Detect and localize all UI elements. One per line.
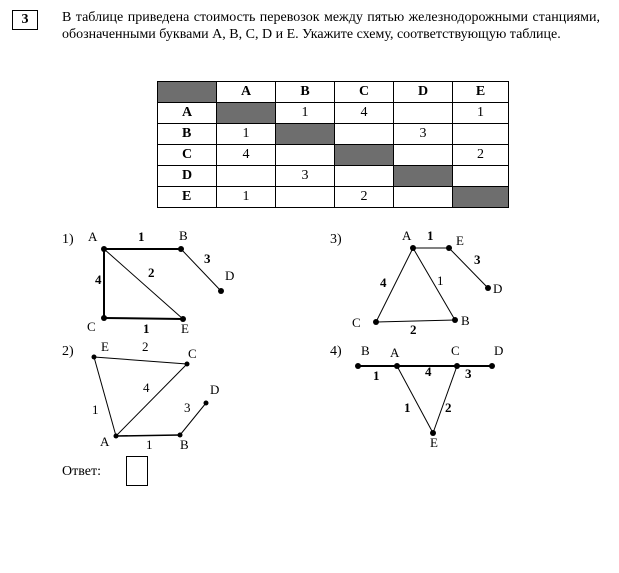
- table-cell: 3: [394, 124, 453, 145]
- vertex-label: B: [180, 437, 189, 452]
- vertex: [489, 363, 495, 369]
- task-number: 3: [12, 10, 38, 30]
- row-header: C: [158, 145, 217, 166]
- vertex-label: C: [352, 315, 361, 330]
- edge: [449, 248, 488, 288]
- option-1-label: 1): [62, 232, 74, 247]
- edge-weight: 3: [474, 252, 481, 267]
- vertex-label: C: [188, 346, 197, 361]
- edge-weight: 4: [95, 272, 102, 287]
- edge-weight: 1: [146, 437, 153, 452]
- option-4-graph: [355, 343, 503, 450]
- answer-label: Ответ:: [62, 464, 101, 479]
- edge-weight: 2: [445, 400, 452, 415]
- vertex: [185, 362, 190, 367]
- row-header: B: [158, 124, 217, 145]
- edge: [413, 248, 455, 320]
- column-header: A: [217, 82, 276, 103]
- column-header: B: [276, 82, 335, 103]
- column-header: C: [335, 82, 394, 103]
- vertex: [92, 355, 97, 360]
- vertex: [218, 288, 224, 294]
- vertex-label: D: [210, 382, 220, 397]
- vertex-label: E: [456, 233, 464, 248]
- edge-weight: 4: [380, 275, 387, 290]
- vertex-label: A: [402, 228, 412, 243]
- option-2-label: 2): [62, 344, 74, 359]
- edge-weight: 3: [465, 366, 472, 381]
- vertex: [178, 246, 184, 252]
- column-header: E: [453, 82, 509, 103]
- table-cell: 3: [276, 166, 335, 187]
- table-cell: 1: [217, 124, 276, 145]
- edge: [104, 318, 183, 319]
- vertex-label: A: [390, 345, 400, 360]
- vertex-label: C: [451, 343, 460, 358]
- vertex-label: E: [101, 339, 109, 354]
- edge-weight: 1: [92, 402, 99, 417]
- edge-weight: 2: [148, 265, 155, 280]
- vertex-label: E: [430, 435, 438, 450]
- vertex: [373, 319, 379, 325]
- column-header: D: [394, 82, 453, 103]
- table-cell: 2: [335, 187, 394, 208]
- option-1-graph: [87, 228, 234, 336]
- edge-weight: 1: [437, 273, 444, 288]
- edge-weight: 2: [142, 339, 149, 354]
- vertex: [101, 315, 107, 321]
- question-text: В таблице приведена стоимость перевозок между пятью железнодорожными станциями, обозначенными буквами A, B, C, D и E. Укажите схему, соответствующую таблице.: [62, 10, 600, 42]
- table-cell: 1: [276, 103, 335, 124]
- option-2-graph: [92, 339, 220, 452]
- edge: [116, 364, 187, 436]
- row-header: D: [158, 166, 217, 187]
- vertex: [114, 434, 119, 439]
- vertex-label: B: [361, 343, 370, 358]
- vertex-label: B: [461, 313, 470, 328]
- edge: [94, 357, 116, 436]
- vertex: [204, 401, 209, 406]
- table-cell: 2: [453, 145, 509, 166]
- option-3-label: 3): [330, 232, 342, 247]
- vertex-label: E: [181, 321, 189, 336]
- vertex-label: D: [494, 343, 504, 358]
- vertex: [454, 363, 460, 369]
- vertex: [101, 246, 107, 252]
- vertex-label: A: [100, 434, 110, 449]
- vertex-label: B: [179, 228, 188, 243]
- edge-weight: 1: [427, 228, 434, 243]
- table-cell: 1: [453, 103, 509, 124]
- option-4-label: 4): [330, 344, 342, 359]
- vertex: [446, 245, 452, 251]
- table-cell: 4: [335, 103, 394, 124]
- edge-weight: 1: [404, 400, 411, 415]
- edge-weight: 2: [410, 322, 417, 337]
- edge: [94, 357, 187, 364]
- edge: [104, 249, 183, 319]
- answer-input-box[interactable]: [126, 456, 148, 486]
- edge: [116, 435, 180, 436]
- row-header: A: [158, 103, 217, 124]
- vertex-label: C: [87, 319, 96, 334]
- vertex-label: D: [493, 281, 503, 296]
- vertex-label: D: [225, 268, 235, 283]
- option-3-graph: [352, 228, 502, 337]
- table-cell: 4: [217, 145, 276, 166]
- row-header: E: [158, 187, 217, 208]
- edge-weight: 3: [184, 400, 191, 415]
- edge-weight: 1: [138, 229, 145, 244]
- vertex: [410, 245, 416, 251]
- edge: [181, 249, 221, 291]
- edge-weight: 4: [425, 364, 432, 379]
- edge-weight: 1: [373, 368, 380, 383]
- edge-weight: 4: [143, 380, 150, 395]
- vertex: [452, 317, 458, 323]
- vertex: [394, 363, 400, 369]
- table-cell: 1: [217, 187, 276, 208]
- edge-weight: 1: [143, 321, 150, 336]
- edge-weight: 3: [204, 251, 211, 266]
- vertex: [485, 285, 491, 291]
- vertex: [355, 363, 361, 369]
- vertex-label: A: [88, 229, 98, 244]
